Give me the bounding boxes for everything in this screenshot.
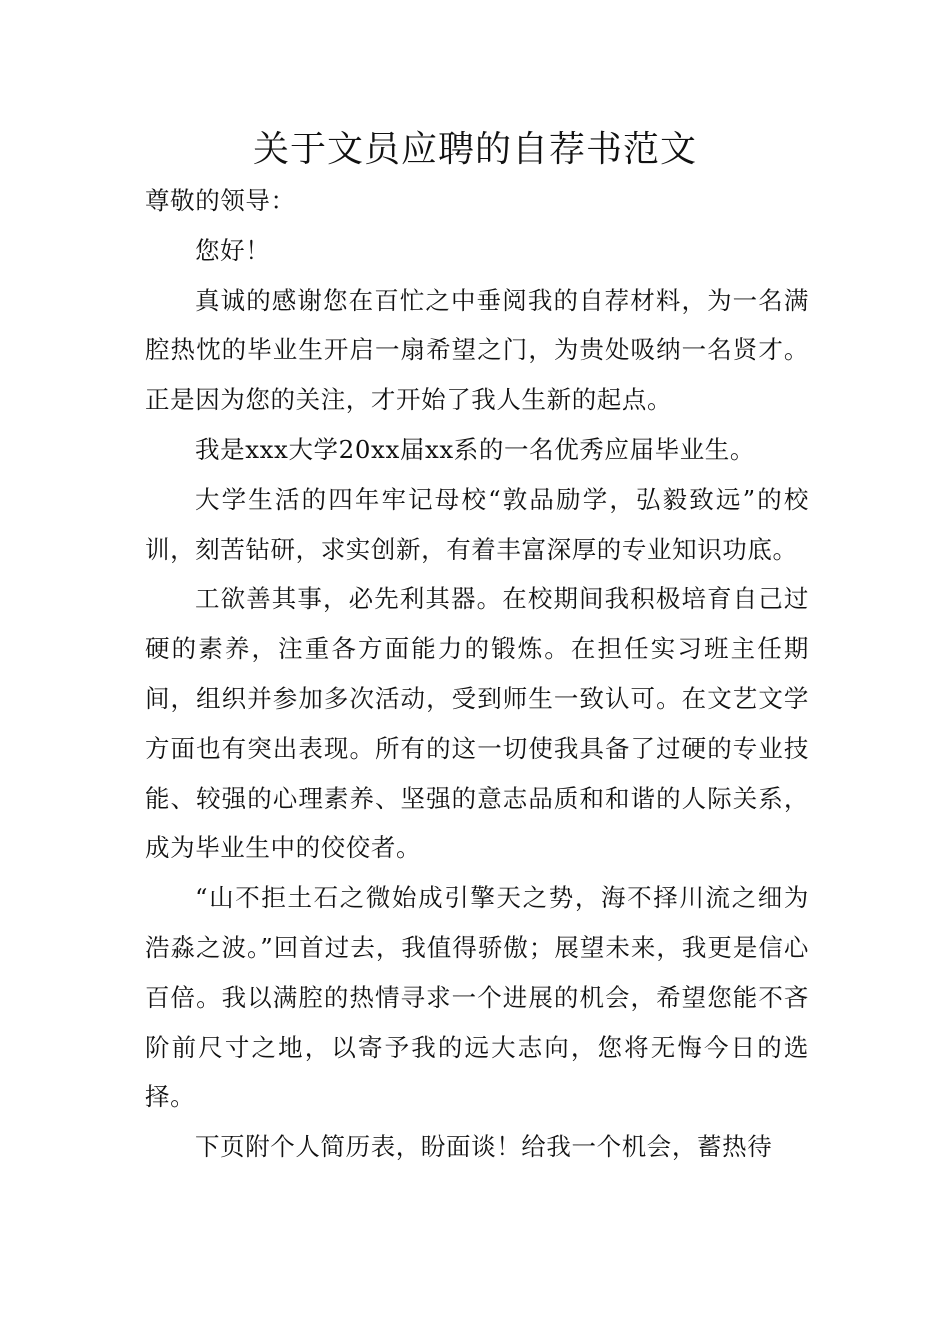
paragraph: “山不拒土石之微始成引擎天之势，海不择川流之细为浩淼之波。”回首过去，我值得骄傲；展望未来，我更是信心百倍。我以满腔的热情寻求一个进展的机会，希望您能不吝阶前尺寸之地，以寄予我的远大志向，您将无悔今日的选择。 xyxy=(145,883,809,1112)
paragraph: 我是xxx大学20xx届xx系的一名优秀应届毕业生。 xyxy=(195,434,755,464)
document-body xyxy=(145,176,809,1172)
paragraph: 工欲善其事，必先利其器。在校期间我积极培育自己过硬的素养，注重各方面能力的锻炼。在担任实习班主任期间，组织并参加多次活动，受到师生一致认可。在文艺文学方面也有突出表现。所有的这一切使我具备了过硬的专业技能、较强的心理素养、坚强的意志品质和和谐的人际关系，成为毕业生中的佼佼者。 xyxy=(145,584,809,863)
paragraph: 大学生活的四年牢记母校“敦品励学，弘毅致远”的校训，刻苦钻研，求实创新，有着丰富深厚的专业知识功底。 xyxy=(145,484,809,564)
salutation: 尊敬的领导： xyxy=(145,186,296,215)
document-title: 关于文员应聘的自荐书范文 xyxy=(252,129,697,170)
greeting: 您好！ xyxy=(195,235,271,265)
paragraph: 真诚的感谢您在百忙之中垂阅我的自荐材料，为一名满腔热忱的毕业生开启一扇希望之门，为贵处吸纳一名贤才。正是因为您的关注，才开始了我人生新的起点。 xyxy=(145,285,809,415)
paragraph: 下页附个人简历表，盼面谈！给我一个机会，蓄热待 xyxy=(195,1132,773,1162)
